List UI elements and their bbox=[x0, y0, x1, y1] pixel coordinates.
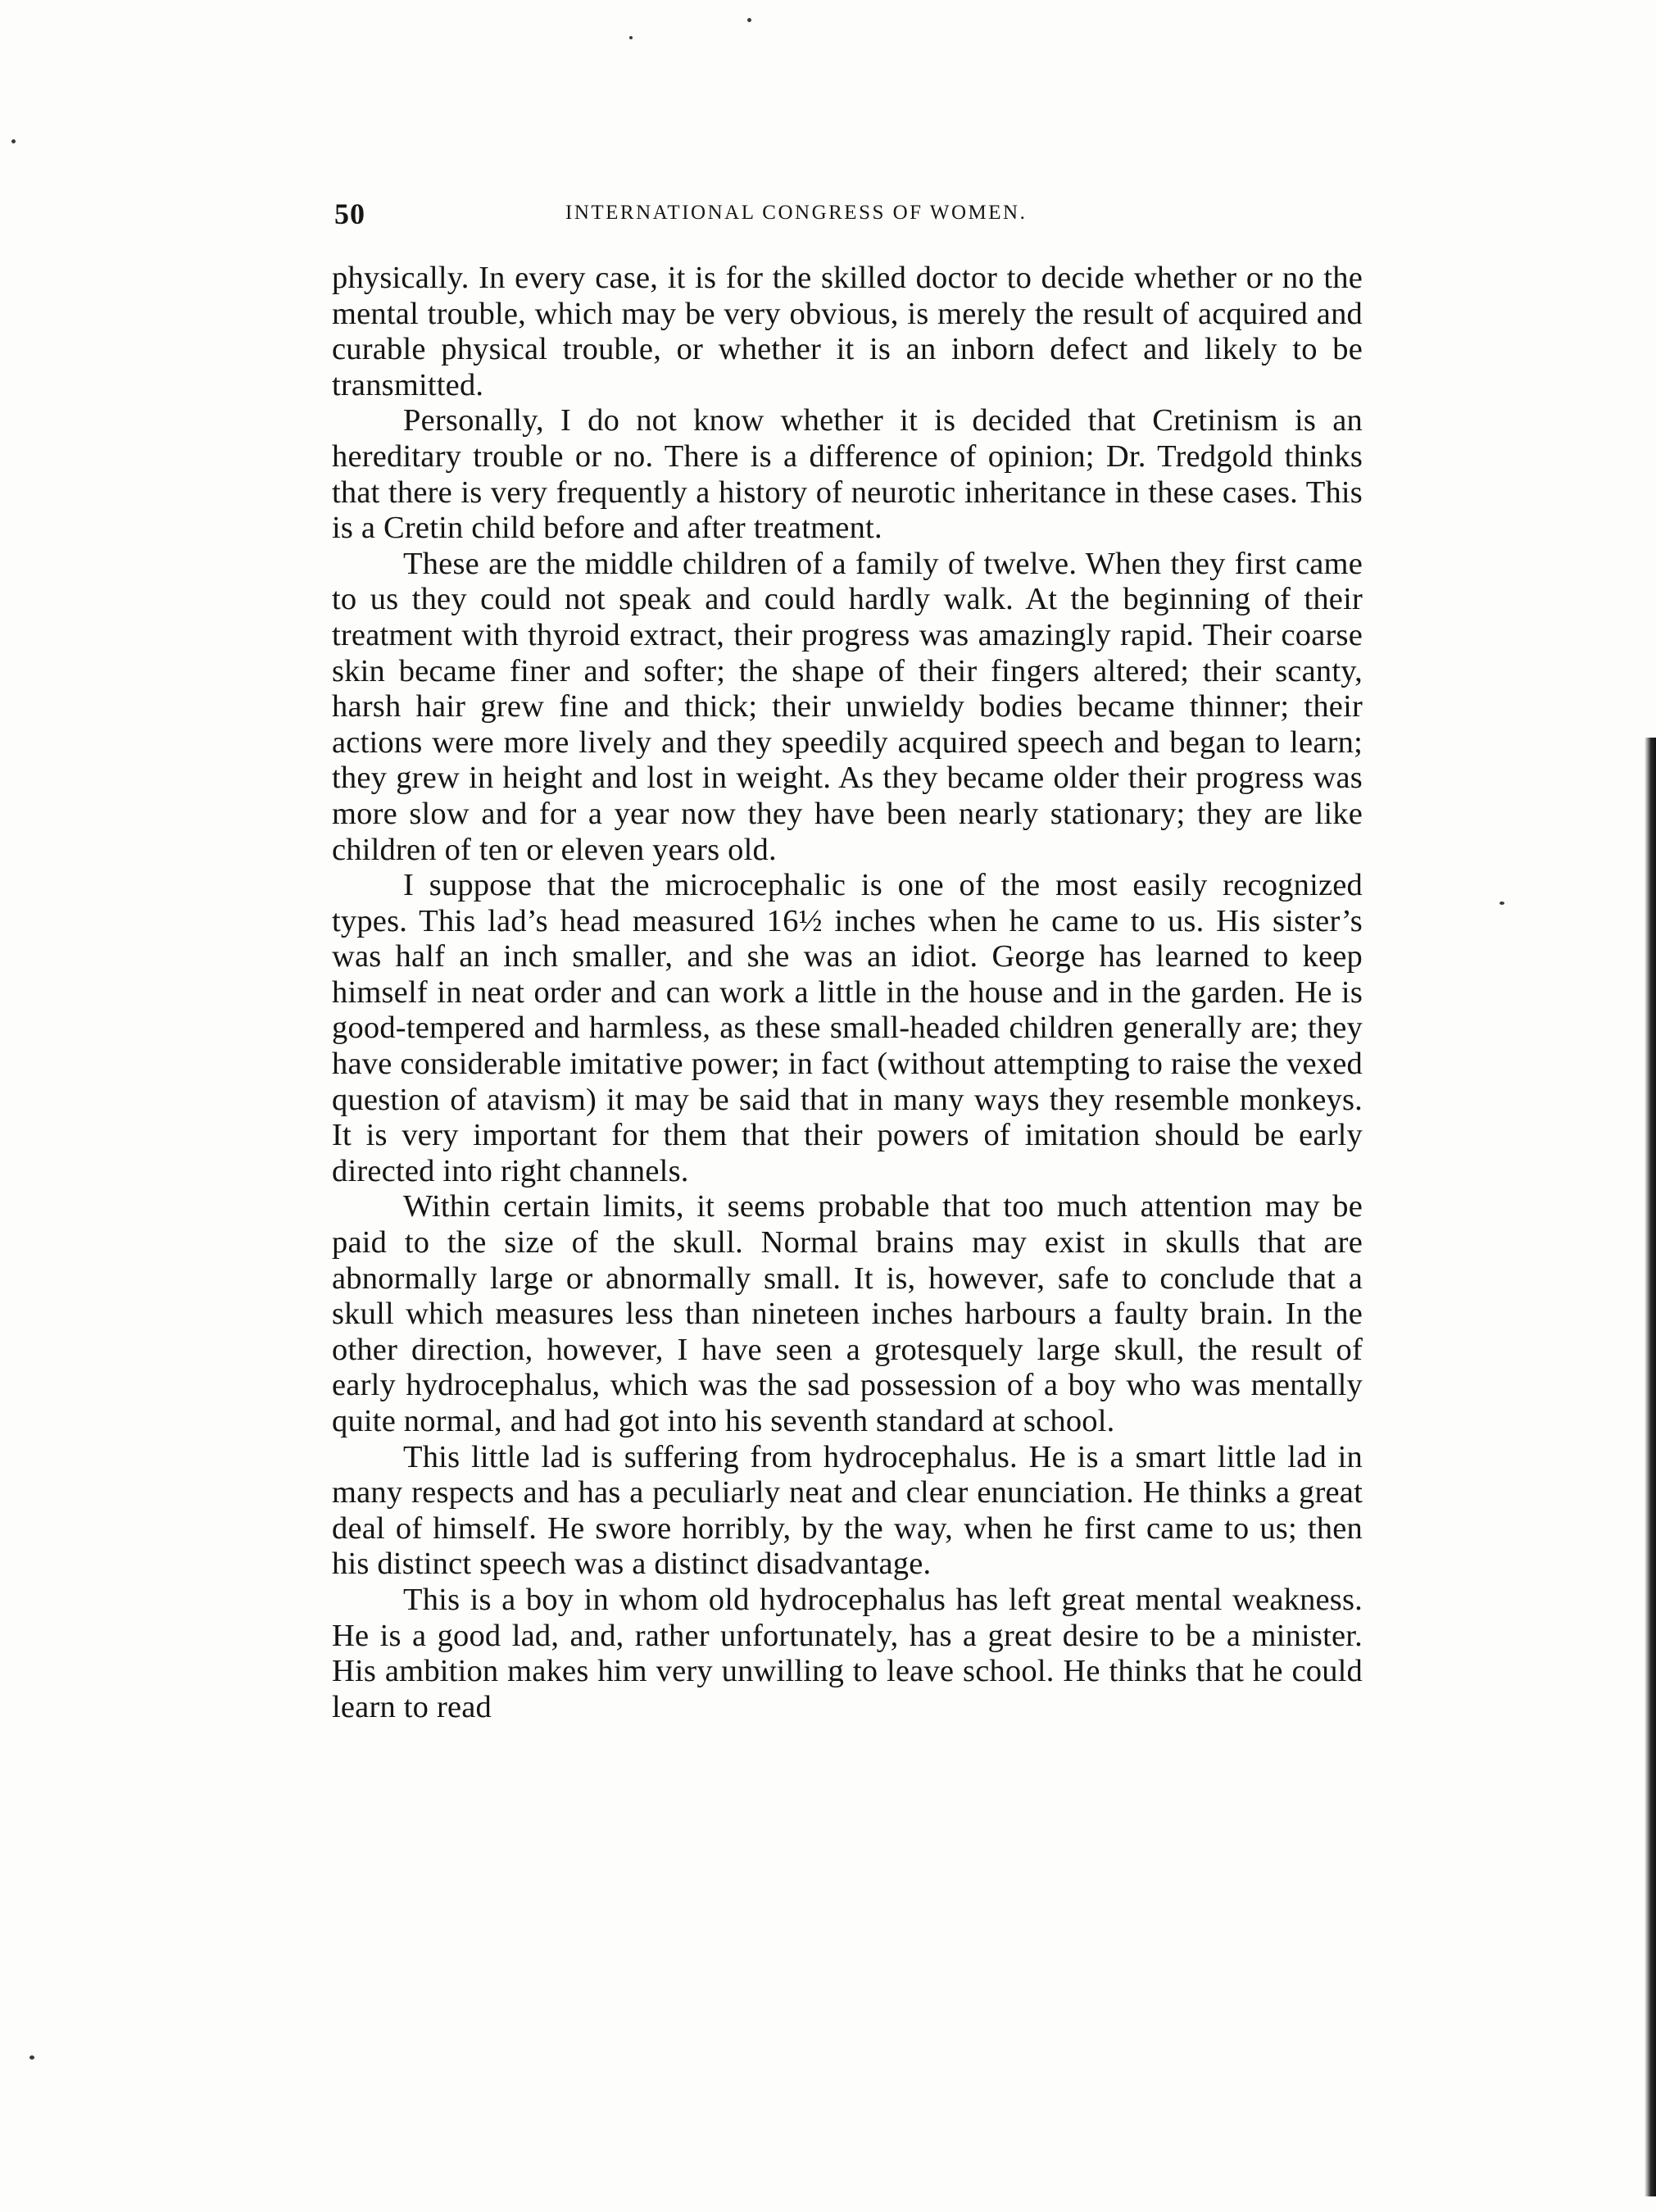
scan-speck bbox=[629, 36, 633, 39]
scan-speck bbox=[29, 2055, 34, 2060]
scan-binding-shadow bbox=[1645, 738, 1656, 2196]
scan-speck bbox=[11, 139, 16, 143]
paragraph: This is a boy in whom old hydrocephalus has left great mental weakness. He is a good lad, and, rather unfortunately, has a great desire to be a minister. His ambition makes him very unwilling to leave school. He thinks that he could learn to read bbox=[332, 1582, 1363, 1724]
paragraph: Within certain limits, it seems probable that too much attention may be paid to the size of the skull. Normal brains may exist in skulls that are abnormally large or abnormally small. It is, however, safe to conclude that a skull which measures less than nineteen inches harbours a faulty brain. In the other direction, however, I have seen a grotesquely large skull, the result of early hydrocephalus, which was the sad possession of a boy who was mentally quite normal, and had got into his seventh standard at school. bbox=[332, 1189, 1363, 1438]
scan-speck bbox=[747, 18, 751, 22]
scan-speck bbox=[1499, 902, 1504, 905]
paragraph: physically. In every case, it is for the skilled doctor to decide whether or no the mental trouble, which may be very obvious, is merely the result of acquired and curable physical trouble, or whether it is an inborn defect and likely to be transmitted. bbox=[332, 261, 1363, 402]
paragraph: I suppose that the microcephalic is one of the most easily recognized types. This lad’s head measured 16½ inches when he came to us. His sister’s was half an inch smaller, and she was an idiot. George has learned to keep himself in neat order and can work a little in the house and in the garden. He is good-tempered and harmless, as these small-headed children generally are; they have considerable imitative power; in fact (without attempting to raise the vexed question of atavism) it may be said that in many ways they resemble monkeys. It is very important for them that their powers of imitation should be early directed into right channels. bbox=[332, 868, 1363, 1188]
paragraph: This little lad is suffering from hydrocephalus. He is a smart little lad in many respects and has a peculiarly neat and clear enunciation. He thinks a great deal of himself. He swore horribly, by the way, when he first came to us; then his distinct speech was a distinct disadvantage. bbox=[332, 1439, 1363, 1582]
body-text bbox=[332, 261, 1363, 1725]
paragraph: Personally, I do not know whether it is decided that Cretinism is an hereditary trouble or no. There is a difference of opinion; Dr. Tredgold thinks that there is very frequently a history of neurotic inheritance in these cases. This is a Cretin child before and after treatment. bbox=[332, 403, 1363, 546]
paragraph: These are the middle children of a family of twelve. When they first came to us they could not speak and could hardly walk. At the beginning of their treatment with thyroid extract, their progress was amazingly rapid. Their coarse skin became finer and softer; the shape of their fingers altered; their scanty, harsh hair grew fine and thick; their unwieldy bodies became thinner; their actions were more lively and they speedily acquired speech and began to learn; they grew in height and lost in weight. As they became older their progress was more slow and for a year now they have been nearly stationary; they are like children of ten or eleven years old. bbox=[332, 546, 1363, 867]
page-number: 50 bbox=[334, 198, 365, 230]
running-head-title: INTERNATIONAL CONGRESS OF WOMEN. bbox=[565, 202, 1028, 224]
